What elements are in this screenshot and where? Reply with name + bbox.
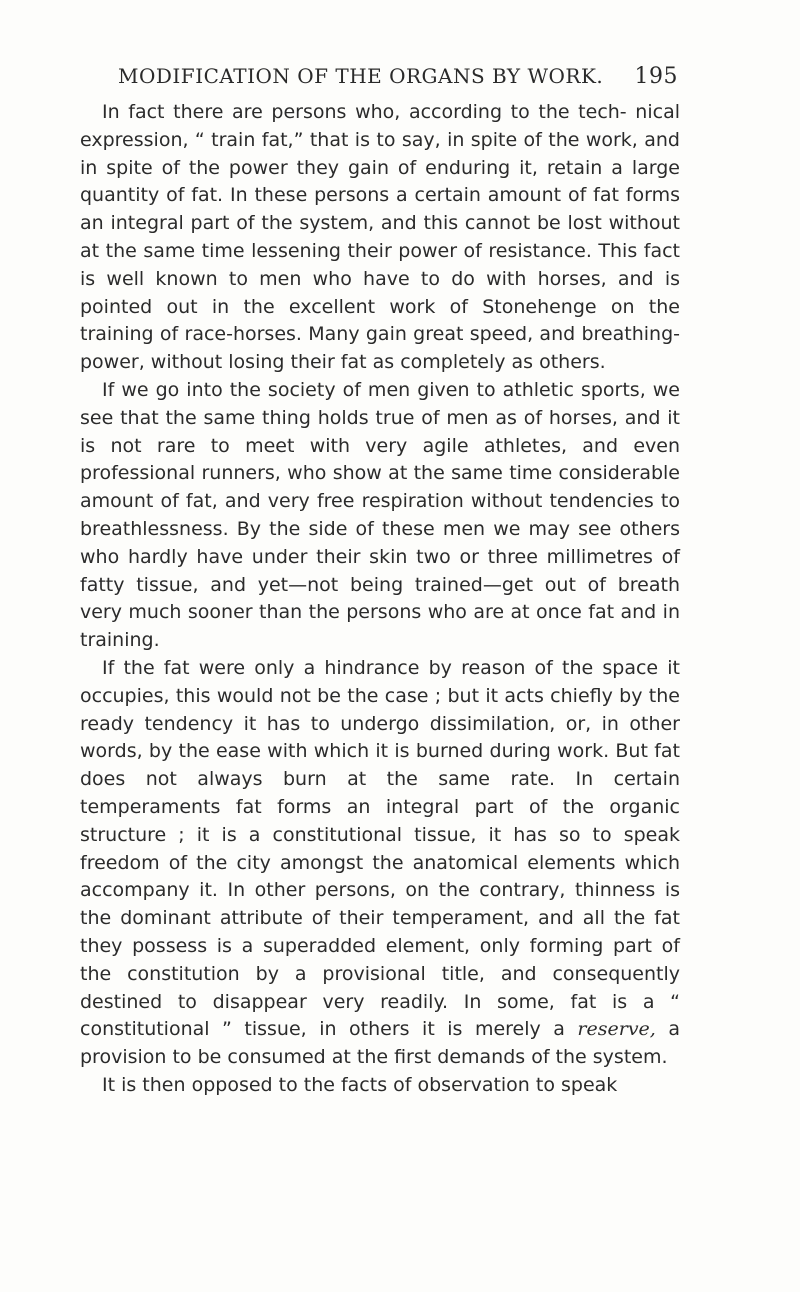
paragraph-3-text-before: If the fat were only a hindrance by reason of the space it occupies, this would not be the case ; but it acts chiefly by the ready tendency it has to undergo dissimilation, or, in other words, by the ease with which it is burned during work. But fat does not always burn at the same rate. In certain temperaments fat forms an integral part of the organic structure ; it is a constitutional tissue, it has so to speak freedom of the city amongst the anatomical elements which accompany it. In other persons, on the contrary, thinness is the dominant attribute of their temperament, and all the fat they possess is a superadded element, only forming part of the constitution by a provisional title, and consequently destined to disappear very readily. In some, fat is a “ constitutional ” tissue, in others it is merely a [80,656,680,1041]
paragraph-1: In fact there are persons who, according to the tech- nical expression, “ train fat,” that is to say, in spite of the work, and in spite of the power they gain of enduring it, retain a large quantity of fat. In these persons a certain amount of fat forms an integral part of the system, and this cannot be lost without at the same time lessening their power of resistance. This fact is well known to men who have to do with horses, and is pointed out in the excellent work of Stonehenge on the training of race-horses. Many gain great speed, and breathing-power, without losing their fat as completely as others. [80,101,680,374]
paragraph-3 [80,655,680,1072]
paragraph-3-text-after: a provision to be consumed at the first demands of the system. [80,1018,681,1069]
paragraph-2: If we go into the society of men given to athletic sports, we see that the same thing holds true of men as of horses, and it is not rare to meet with very agile athletes, and even professional runners, who show at the same time considerable amount of fat, and very free respiration without tendencies to breathlessness. By the side of these men we may see others who hardly have under their skin two or three millimetres of fatty tissue, and yet—not being trained—get out of breath very much sooner than the persons who are at once fat and in training. [80,378,680,652]
chapter-title: MODIFICATION OF THE ORGANS BY WORK. [118,64,604,88]
emphasis-reserve: reserve, [577,1018,656,1041]
body-text [80,99,680,1100]
page-number: 195 [634,64,678,89]
paragraph-4: It is then opposed to the facts of observation to speak [102,1073,618,1096]
